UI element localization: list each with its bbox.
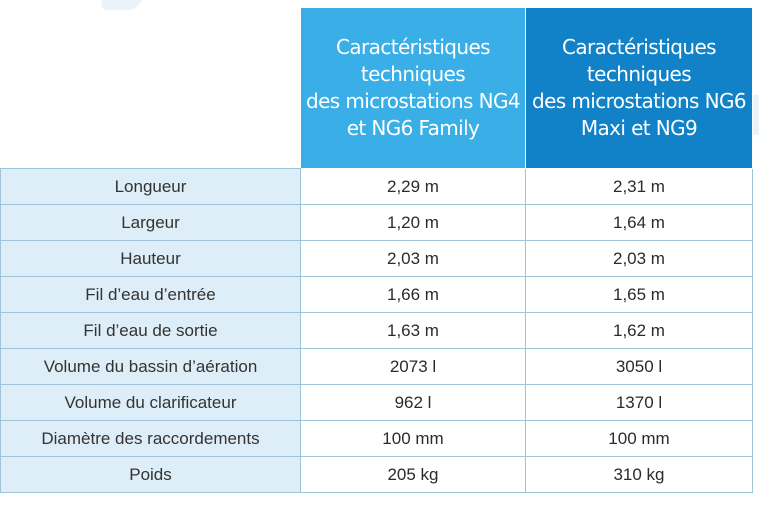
value-ng6: 310 kg	[526, 457, 753, 493]
value-ng4: 2073 l	[301, 349, 526, 385]
value-ng6: 3050 l	[526, 349, 753, 385]
table-row	[1, 313, 753, 349]
header-line: des microstations NG6	[531, 89, 747, 113]
table-row	[1, 241, 753, 277]
table-row	[1, 457, 753, 493]
value-ng4: 2,03 m	[301, 241, 526, 277]
value-ng4: 962 l	[301, 385, 526, 421]
value-ng4: 100 mm	[301, 421, 526, 457]
value-ng4: 2,29 m	[301, 169, 526, 205]
row-label: Volume du bassin d’aération	[1, 349, 301, 385]
header-line: techniques	[360, 62, 466, 86]
value-ng4: 1,66 m	[301, 277, 526, 313]
row-label: Volume du clarificateur	[1, 385, 301, 421]
value-ng6: 100 mm	[526, 421, 753, 457]
value-ng6: 1,65 m	[526, 277, 753, 313]
value-ng6: 2,03 m	[526, 241, 753, 277]
table-row	[1, 349, 753, 385]
value-ng4: 205 kg	[301, 457, 526, 493]
table-row	[1, 421, 753, 457]
table-row	[1, 385, 753, 421]
table-row	[1, 169, 753, 205]
row-label: Largeur	[1, 205, 301, 241]
header-line: Caractéristiques	[336, 35, 490, 59]
row-label: Hauteur	[1, 241, 301, 277]
row-label: Fil d’eau de sortie	[1, 313, 301, 349]
header-line: et NG6 Family	[346, 116, 480, 140]
column-header-ng6	[526, 8, 753, 169]
row-label: Longueur	[1, 169, 301, 205]
value-ng4: 1,63 m	[301, 313, 526, 349]
header-line: des microstations NG4	[305, 89, 521, 113]
specifications-table	[0, 7, 753, 493]
table-row	[1, 277, 753, 313]
header-line: Caractéristiques	[562, 35, 716, 59]
value-ng6: 1,64 m	[526, 205, 753, 241]
row-label: Fil d’eau d’entrée	[1, 277, 301, 313]
table-header-row	[1, 8, 753, 169]
header-line: techniques	[586, 62, 692, 86]
column-header-ng4	[301, 8, 526, 169]
row-label: Diamètre des raccordements	[1, 421, 301, 457]
header-line: Maxi et NG9	[580, 116, 698, 140]
value-ng4: 1,20 m	[301, 205, 526, 241]
table-corner-cell	[1, 8, 301, 169]
value-ng6: 2,31 m	[526, 169, 753, 205]
row-label: Poids	[1, 457, 301, 493]
table-row	[1, 205, 753, 241]
value-ng6: 1370 l	[526, 385, 753, 421]
value-ng6: 1,62 m	[526, 313, 753, 349]
